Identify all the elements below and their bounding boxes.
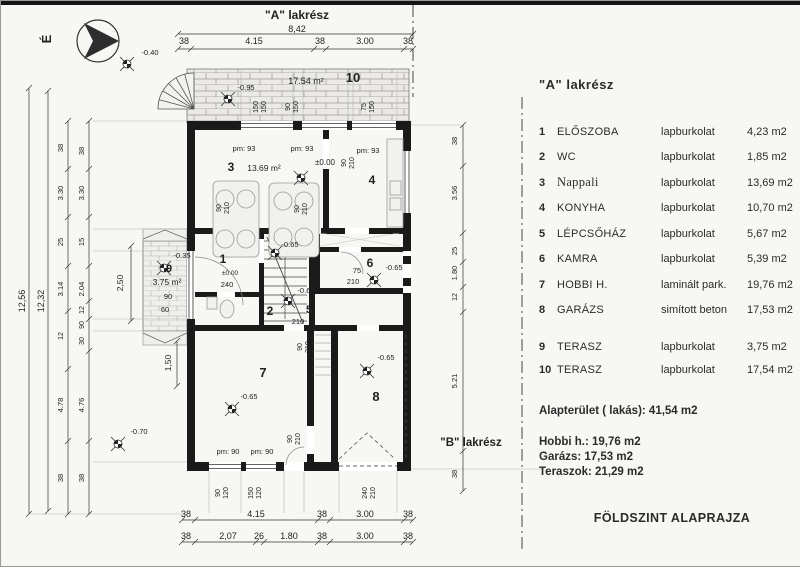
plan-annotation: -0.35 bbox=[173, 251, 191, 260]
legend-room-area: 4,23 m2 bbox=[747, 125, 787, 138]
legend-room-finish: lapburkolat bbox=[661, 125, 715, 138]
plan-annotation: 1.80 bbox=[450, 265, 459, 281]
plan-annotation: 150 bbox=[253, 101, 260, 113]
plan-annotation: 26 bbox=[253, 531, 265, 541]
plan-annotation: 7 bbox=[259, 365, 267, 380]
legend-room-area: 10,70 m2 bbox=[747, 202, 793, 215]
plan-annotation: 210 bbox=[224, 202, 231, 214]
plan-annotation: 210 bbox=[346, 277, 360, 286]
legend-room-finish: lapburkolat bbox=[661, 253, 715, 266]
plan-annotation: 4 bbox=[368, 173, 376, 187]
plan-annotation: "B" lakrész bbox=[440, 437, 502, 449]
plan-annotation: 3.00 bbox=[356, 531, 374, 541]
plan-annotation: 38 bbox=[450, 136, 459, 146]
plan-annotation: 150 bbox=[261, 101, 268, 113]
plan-annotation: 60 bbox=[160, 305, 170, 314]
plan-annotation: pm: 90 bbox=[250, 447, 274, 456]
legend-room-name: ELŐSZOBA bbox=[557, 125, 619, 138]
legend-room-number: 2 bbox=[539, 151, 546, 164]
legend-room-area: 17,53 m2 bbox=[747, 304, 793, 317]
legend-room-finish: lapburkolat bbox=[661, 151, 715, 164]
legend-room-name: TERASZ bbox=[557, 340, 603, 353]
plan-annotation: ±0.00 bbox=[315, 158, 335, 167]
plan-annotation: 90 bbox=[294, 205, 301, 213]
legend-panel bbox=[539, 77, 797, 525]
plan-annotation: É bbox=[39, 34, 54, 44]
legend-room-area: 3,75 m2 bbox=[747, 340, 787, 353]
plan-annotation: 90 bbox=[163, 292, 173, 301]
plan-annotation: 38 bbox=[402, 36, 414, 46]
legend-room-number: 7 bbox=[539, 278, 546, 291]
legend-room-name: HOBBI H. bbox=[557, 278, 608, 291]
legend-room-finish: simított beton bbox=[661, 304, 728, 317]
level-marker-icon bbox=[281, 294, 295, 308]
legend-room-name: WC bbox=[557, 151, 576, 164]
plan-annotation: 90 bbox=[285, 103, 292, 111]
plan-annotation: 2,50 bbox=[115, 274, 125, 292]
plan-annotation: pm: 93 bbox=[290, 144, 314, 153]
plan-annotation: 150 bbox=[369, 101, 376, 113]
plan-annotation: 38 bbox=[56, 473, 65, 483]
legend-extra-line: Garázs: 17,53 m2 bbox=[539, 451, 633, 463]
legend-room-finish: lapburkolat bbox=[661, 227, 715, 240]
staircase bbox=[264, 237, 331, 375]
plan-annotation: 3.14 bbox=[56, 281, 65, 297]
plan-annotation: 210 bbox=[302, 203, 309, 215]
plan-annotation: 4.78 bbox=[56, 397, 65, 413]
plan-annotation: 90 bbox=[287, 435, 294, 443]
plan-annotation: 240 bbox=[220, 280, 234, 289]
legend-row bbox=[539, 358, 797, 381]
plan-annotation: 3.00 bbox=[356, 509, 374, 519]
plan-annotation: pm: 93 bbox=[232, 144, 256, 153]
legend-room-number: 5 bbox=[539, 227, 546, 240]
plan-annotation: 38 bbox=[402, 509, 414, 519]
section-lines bbox=[413, 5, 522, 550]
plan-annotation: 38 bbox=[314, 36, 326, 46]
level-marker-icon bbox=[120, 57, 134, 71]
legend-room-number: 6 bbox=[539, 253, 546, 266]
legend-room-name: TERASZ bbox=[557, 363, 603, 376]
plan-annotation: -0.95 bbox=[237, 83, 255, 92]
plan-annotation: 2,07 bbox=[219, 531, 237, 541]
plan-annotation: 1,50 bbox=[163, 354, 173, 372]
plan-annotation: 1.80 bbox=[280, 531, 298, 541]
plan-annotation: 210 bbox=[305, 341, 312, 353]
plan-annotation: 17.54 m² bbox=[288, 76, 324, 86]
plan-annotation: 3.00 bbox=[356, 36, 374, 46]
legend-terrace-table bbox=[539, 335, 797, 381]
plan-annotation: 12 bbox=[58, 332, 65, 340]
legend-title: "A" lakrész bbox=[539, 77, 614, 92]
plan-annotation: -0.65 bbox=[240, 392, 258, 401]
north-arrow-icon bbox=[77, 20, 119, 62]
legend-total: Alapterület ( lakás): 41,54 m2 bbox=[539, 405, 698, 417]
plan-annotation: 240 bbox=[362, 487, 369, 499]
plan-annotation: 30 bbox=[79, 337, 86, 345]
plan-annotation: 75 bbox=[361, 103, 368, 111]
legend-room-area: 17,54 m2 bbox=[747, 363, 793, 376]
legend-row bbox=[539, 335, 797, 358]
legend-extras bbox=[539, 435, 644, 480]
plan-annotation: 5 bbox=[305, 304, 313, 316]
legend-room-area: 13,69 m2 bbox=[747, 176, 793, 189]
plan-annotation: 25 bbox=[56, 237, 65, 247]
legend-room-name: Nappali bbox=[557, 175, 599, 190]
plan-annotation: 3 bbox=[227, 160, 235, 174]
legend-room-finish: laminált park. bbox=[661, 278, 727, 291]
plan-annotation: 38 bbox=[316, 509, 328, 519]
plan-annotation: 4.76 bbox=[77, 397, 86, 413]
plan-annotation: -0.65 bbox=[377, 353, 395, 362]
plan-annotation: 38 bbox=[178, 36, 190, 46]
plan-annotation: 2.04 bbox=[77, 281, 86, 297]
plan-annotation: 90 bbox=[215, 489, 222, 497]
plan-annotation: 38 bbox=[402, 531, 414, 541]
legend-room-number: 1 bbox=[539, 125, 546, 138]
level-marker-icon bbox=[225, 402, 239, 416]
level-marker-icon bbox=[360, 364, 374, 378]
plan-annotation: 15 bbox=[77, 237, 86, 247]
plan-annotation: 38 bbox=[77, 473, 86, 483]
terrace-9-area bbox=[143, 229, 187, 345]
legend-row bbox=[539, 145, 797, 171]
sheet-top-border bbox=[1, 1, 800, 5]
legend-room-finish: lapburkolat bbox=[661, 202, 715, 215]
legend-row bbox=[539, 221, 797, 247]
legend-room-area: 5,39 m2 bbox=[747, 253, 787, 266]
legend-extra-line: Teraszok: 21,29 m2 bbox=[539, 466, 644, 478]
plan-annotation: 210 bbox=[349, 157, 356, 169]
legend-room-finish: lapburkolat bbox=[661, 363, 715, 376]
plan-annotation: 120 bbox=[256, 487, 263, 499]
legend-room-number: 3 bbox=[539, 176, 546, 189]
legend-room-name: KAMRA bbox=[557, 253, 598, 266]
plan-annotation: 90 bbox=[341, 159, 348, 167]
legend-room-name: KONYHA bbox=[557, 202, 606, 215]
plan-annotation: -0.40 bbox=[141, 48, 159, 57]
legend-room-name: GARÁZS bbox=[557, 304, 605, 317]
plan-annotation: 5.21 bbox=[450, 373, 459, 389]
plan-annotation: 90 bbox=[297, 343, 304, 351]
plan-annotation: 38 bbox=[180, 531, 192, 541]
legend-extra-line: Hobbi h.: 19,76 m2 bbox=[539, 436, 641, 448]
legend-room-table bbox=[539, 119, 797, 323]
void-cross bbox=[320, 233, 399, 246]
legend-row bbox=[539, 119, 797, 145]
plan-annotation: 120 bbox=[223, 487, 230, 499]
plan-annotation: 12,56 bbox=[17, 289, 27, 313]
plan-annotation: 38 bbox=[450, 469, 459, 479]
plan-annotation: -0.65 bbox=[297, 286, 315, 295]
plan-annotation: 1 bbox=[219, 252, 227, 266]
plan-annotation: 210 bbox=[370, 487, 377, 499]
legend-row bbox=[539, 272, 797, 298]
legend-room-area: 5,67 m2 bbox=[747, 227, 787, 240]
legend-room-area: 19,76 m2 bbox=[747, 278, 793, 291]
legend-room-name: LÉPCSŐHÁZ bbox=[557, 227, 627, 240]
legend-room-finish: lapburkolat bbox=[661, 340, 715, 353]
plan-annotation: 38 bbox=[56, 143, 65, 153]
legend-row bbox=[539, 170, 797, 196]
openings bbox=[187, 121, 411, 471]
legend-room-number: 4 bbox=[539, 202, 546, 215]
legend-row bbox=[539, 196, 797, 222]
legend-room-number: 10 bbox=[539, 363, 552, 376]
plan-annotation: 8 bbox=[372, 389, 380, 404]
plan-annotation: 6 bbox=[366, 256, 374, 270]
level-marker-icon bbox=[111, 437, 125, 451]
plan-annotation: -0.70 bbox=[130, 427, 148, 436]
legend-room-finish: lapburkolat bbox=[661, 176, 715, 189]
plan-annotation: 38 bbox=[180, 509, 192, 519]
plan-annotation: pm: 93 bbox=[356, 146, 380, 155]
plan-annotation: 25 bbox=[450, 246, 459, 256]
plan-annotation: 13.69 m² bbox=[247, 163, 281, 173]
plan-annotation: 38 bbox=[316, 531, 328, 541]
drawing-title: FÖLDSZINT ALAPRAJZA bbox=[593, 511, 751, 525]
plan-annotation: 8,42 bbox=[288, 24, 306, 34]
legend-room-number: 8 bbox=[539, 304, 546, 317]
plan-annotation: 12,32 bbox=[36, 289, 46, 313]
legend-room-number: 9 bbox=[539, 340, 546, 353]
plan-annotation: 12 bbox=[79, 306, 86, 314]
level-marker-icon bbox=[367, 273, 381, 287]
plan-annotation: 2 bbox=[266, 304, 274, 318]
plan-annotation: 210 bbox=[291, 317, 305, 326]
plan-annotation: 3.30 bbox=[77, 185, 86, 201]
plan-annotation: ±0.00 bbox=[221, 270, 239, 277]
plan-annotation: 90 bbox=[216, 204, 223, 212]
plan-annotation: 75 bbox=[352, 266, 362, 275]
fan-stair bbox=[158, 73, 194, 109]
plan-annotation: -0.65 bbox=[385, 263, 403, 272]
plan-annotation: -0.65 bbox=[281, 240, 299, 249]
legend-room-area: 1,85 m2 bbox=[747, 151, 787, 164]
plan-annotation: 3.30 bbox=[56, 185, 65, 201]
legend-row bbox=[539, 298, 797, 324]
plan-annotation: 10 bbox=[345, 70, 361, 85]
plan-annotation: 90 bbox=[79, 321, 86, 329]
plan-annotation: 3.75 m² bbox=[152, 277, 182, 287]
plan-annotation: 38 bbox=[77, 146, 86, 156]
plan-annotation: pm: 90 bbox=[216, 447, 240, 456]
plan-annotation: "A" lakrész bbox=[264, 8, 330, 22]
legend-row bbox=[539, 247, 797, 273]
plan-annotation: 210 bbox=[295, 433, 302, 445]
plan-annotation: 3.56 bbox=[450, 185, 459, 201]
plan-annotation: 9 bbox=[165, 263, 173, 275]
plan-annotation: 12 bbox=[452, 293, 459, 301]
plan-annotation: 4.15 bbox=[245, 36, 263, 46]
plan-annotation: 4.15 bbox=[247, 509, 265, 519]
plan-annotation: 150 bbox=[248, 487, 255, 499]
plan-annotation: 150 bbox=[293, 101, 300, 113]
